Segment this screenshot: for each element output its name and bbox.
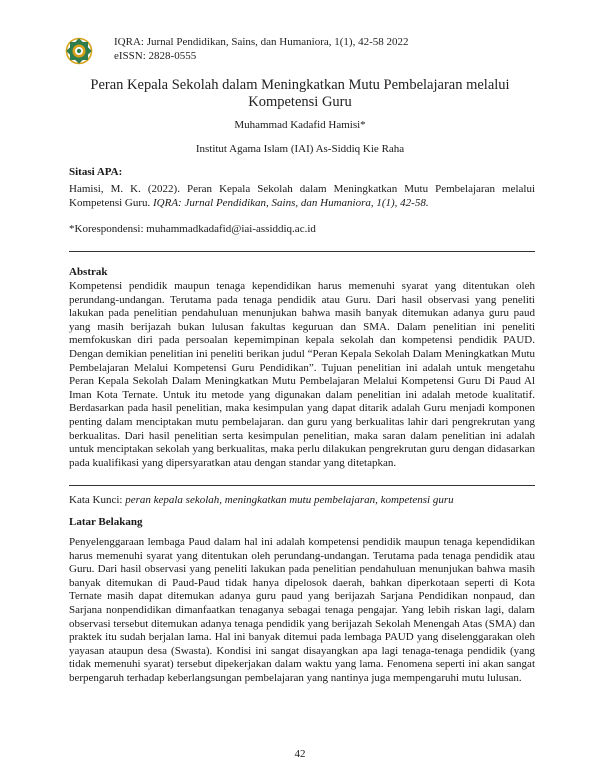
journal-eissn: eISSN: 2828-0555	[114, 50, 197, 62]
citation-heading: Sitasi APA:	[69, 166, 123, 178]
divider-bottom	[69, 485, 535, 486]
citation-text	[69, 183, 535, 210]
citation-plain: Hamisi, M. K. (2022). Peran Kepala Sekolah dalam Meningkatkan Mutu Pembelajaran melalui Kompetensi Guru.	[69, 183, 535, 209]
journal-logo-icon	[64, 36, 94, 66]
keywords-list: peran kepala sekolah, meningkatkan mutu pembelajaran, kompetensi guru	[125, 494, 454, 506]
divider-top	[69, 251, 535, 252]
correspondence: *Korespondensi: muhammadkadafid@iai-assiddiq.ac.id	[69, 223, 316, 235]
journal-name: IQRA: Jurnal Pendidikan, Sains, dan Humaniora, 1(1), 42-58 2022	[114, 36, 409, 48]
article-affiliation: Institut Agama Islam (IAI) As-Siddiq Kie Raha	[195, 143, 405, 155]
keywords-label: Kata Kunci:	[69, 494, 126, 506]
keywords	[69, 494, 535, 508]
abstract-heading: Abstrak	[69, 266, 108, 278]
background-text: Penyelenggaraan lembaga Paud dalam hal ini adalah kompetensi pendidik maupun tenaga kependidikan harus memenuhi syarat yang ditentukan oleh perundang-undangan. Terutama pada tenaga pendidik atau Guru. Dari hasil observasi yang peneliti lakukan pada penelitian pendahuluan menunjukan bahwa masih banyak ditemukan di Paud-Paud tidak hanya dipelosok daerah, bahkan diperkotaan seperti di Kota Ternate masih dapat ditemukan adanya guru paud yang berijazah Sarjana Pendidikan nonpaud, dan Sarjana nonpendidikan dimanfaatkan tenaganya sebagai tenaga pengajar. Yang lebih riskan lagi, dalam observasi tersebut ditemukan adanya tenaga pendidik yang berijazah Sekolah Menengah Atas (SMA) dan praktek itu sudah berjalan lama. Hal ini banyak ditemui pada lembaga PAUD yang diselenggarakan oleh yayasan ataupun desa (Swasta). Kondisi ini sangat disayangkan apa lagi tenaga-tenaga pendidik (yang tidak memenuhi syarat) tersebut dipekerjakan dalam waktu yang lama. Fenomena seperti ini akan sangat berpengaruh terhadap keberlangsungan pembelajaran yang nantinya juga mempengaruhi mutu lulusan.	[69, 536, 535, 684]
background-heading: Latar Belakang	[69, 516, 143, 528]
journal-header	[64, 36, 544, 66]
citation-journal: IQRA: Jurnal Pendidikan, Sains, dan Humaniora, 1(1), 42-58.	[153, 196, 429, 209]
page-number: 42	[294, 748, 306, 760]
article-author: Muhammad Kadafid Hamisi*	[234, 119, 366, 131]
abstract-text: Kompetensi pendidik maupun tenaga kependidikan harus memenuhi syarat yang ditentukan oleh perundang-undangan. Terutama pada tenaga pendidik atau Guru. Dari hasil observasi yang peneliti lakukan pada penelitian pendahuluan menunjukan bahwa masih banyak ditemukan adanya guru paud yang masih berijazah bukan lulusan fakultas keguruan dan SMA. Dalam penelitian ini peneliti memfokuskan diri pada persoalan kepemimpinan kepala sekolah dan kompetensi pendidik PAUD. Dengan demikian penelitian ini peneliti berikan judul “Peran Kepala Sekolah Dalam Meningkatkan Mutu Pembelajaran Melalui Kompetensi Guru Pendidikan”. Tujuan penelitian ini adalah untuk mengetahu Peran Kepala Sekolah Dalam Meningkatkan Mutu Pembelajaran Melalui Kompetensi Guru Di Paud Al Iman Kota Ternate. Untuk itu metode yang digunakan dalam penelitian ini adalah metode kualitatif. Berdasarkan pada hasil penelitian, maka kesimpulan yang dapat ditarik adalah Guru menjadi komponen penting dalam menciptakan mutu pembelajaran. dan guru yang berkualitas lahir dari pengrekrutan yang berkualitas. Dari hasil penelitian serta kesimpulan penelitian, maka saran dalam penelitian ini adalah untuk menciptakan sekolah yang berkualitas, maka perlu dilakukan pengrekrutan guru dengan didasarkan pada kualifikasi yang dipersyaratkan atau dengan standar yang ditetapkan.	[69, 280, 535, 469]
article-title: Peran Kepala Sekolah dalam Meningkatkan Mutu Pembelajaran melalui Kompetensi Guru	[90, 77, 510, 110]
